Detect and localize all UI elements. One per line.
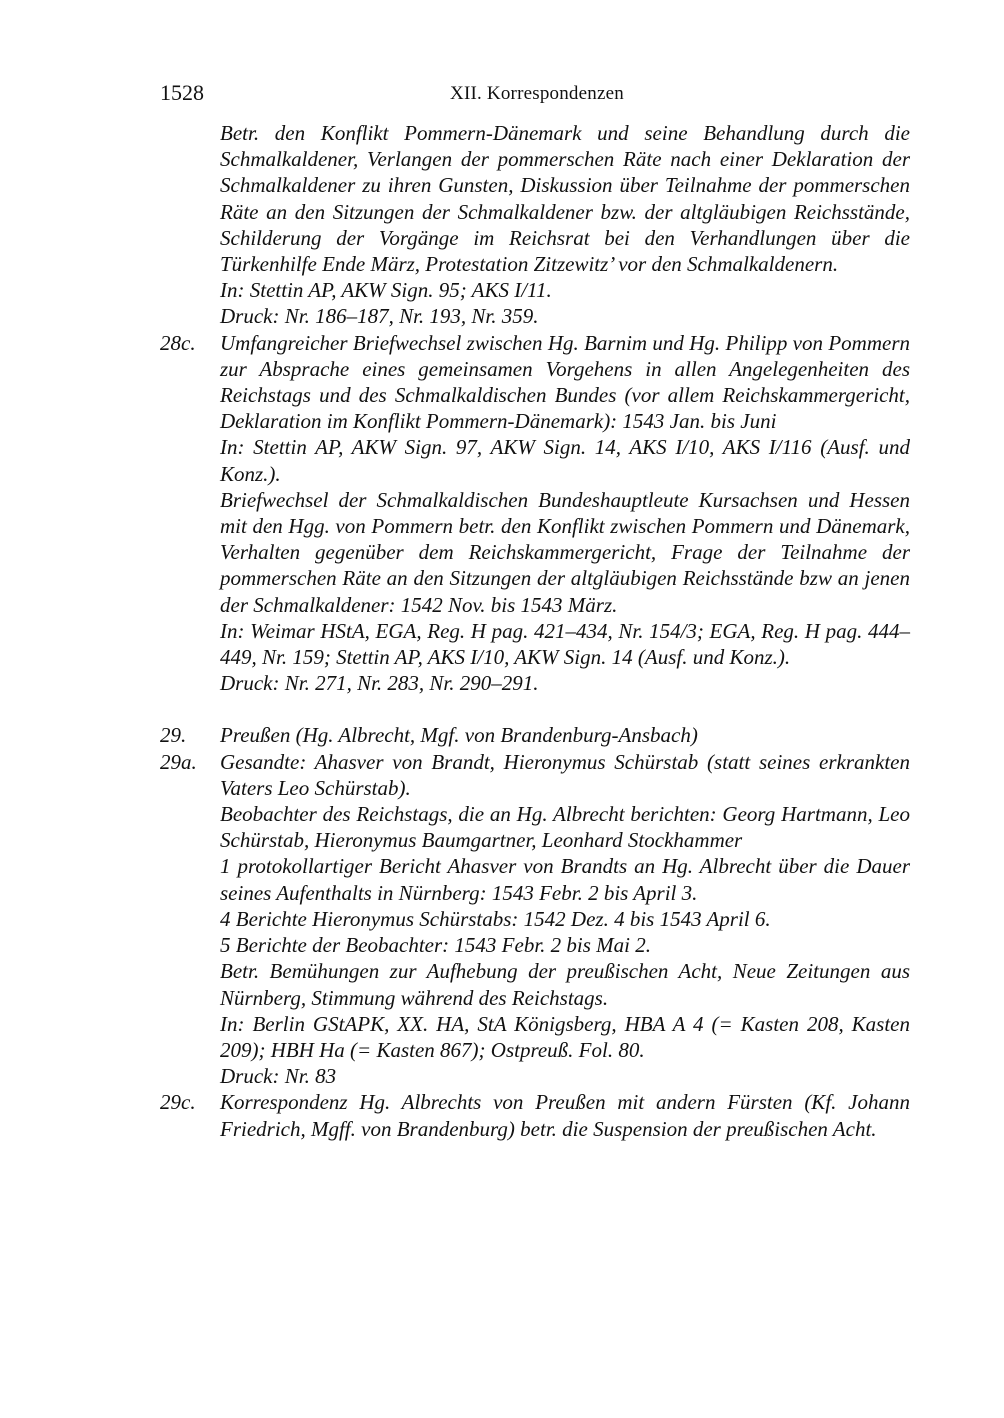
entry-paragraph: Briefwechsel der Schmalkaldischen Bundeshauptleute Kursachsen und Hessen mit den Hgg. von Pommern betr. den Konflikt zwischen Pommern und Dänemark, Verhalten gegenüber dem Reichskammergericht, Frage der Teilnahme der pommerschen Räte an den Sitzungen der altgläubigen Reichsstände bzw an jenen der Schmalkaldener: 1542 Nov. bis 1543 März. — [220, 487, 910, 617]
archive-reference: In: Stettin AP, AKW Sign. 95; AKS I/11. — [220, 278, 552, 303]
entry-body — [220, 1089, 910, 1141]
entry-paragraph: 1 protokollartiger Bericht Ahasver von Brandts an Hg. Albrecht über die Dauer seines Aufenthalts in Nürnberg: 1543 Febr. 2 bis April 3. — [220, 854, 910, 905]
entry-paragraph: 4 Berichte Hieronymus Schürstabs: 1542 Dez. 4 bis 1543 April 6. — [220, 906, 771, 931]
page-number: 1528 — [160, 80, 204, 105]
print-reference: Druck: Nr. 271, Nr. 283, Nr. 290–291. — [220, 671, 539, 696]
entry-28c — [160, 330, 910, 697]
entry-paragraph: Korrespondenz Hg. Albrechts von Preußen mit andern Fürsten (Kf. Johann Friedrich, Mgff. von Brandenburg) betr. die Suspension der preußischen Acht. — [220, 1090, 910, 1141]
entry-number: 28c. — [160, 330, 196, 355]
archive-reference: In: Weimar HStA, EGA, Reg. H pag. 421–434, Nr. 154/3; EGA, Reg. H pag. 444–449, Nr. 159; Stettin AP, AKS I/10, AKW Sign. 14 (Ausf. und Konz.). — [220, 618, 910, 670]
section-heading: Preußen (Hg. Albrecht, Mgf. von Brandenburg-Ansbach) — [220, 723, 698, 748]
entry-paragraph: Beobachter des Reichstags, die an Hg. Albrecht berichten: Georg Hartmann, Leo Schürstab, Hieronymus Baumgartner, Leonhard Stockhammer — [220, 802, 910, 853]
entry-paragraph: Gesandte: Ahasver von Brandt, Hieronymus Schürstab (statt seines erkrankten Vaters Leo Schürstab). — [220, 749, 910, 800]
document-body — [160, 120, 910, 1142]
entry-29c — [160, 1089, 910, 1141]
entry-29 — [160, 722, 910, 748]
entry-continuation — [160, 120, 910, 330]
archive-reference: In: Berlin GStAPK, XX. HA, StA Königsberg, HBA A 4 (= Kasten 208, Kasten 209); HBH Ha (= Kasten 867); Ostpreuß. Fol. 80. — [220, 1011, 910, 1062]
entry-body — [220, 749, 910, 1090]
section-gap — [160, 696, 910, 722]
print-reference: Druck: Nr. 83 — [220, 1064, 337, 1089]
entry-body — [220, 120, 910, 330]
print-reference: Druck: Nr. 186–187, Nr. 193, Nr. 359. — [220, 304, 539, 329]
running-head: XII. Korrespondenzen — [450, 83, 624, 104]
entry-body — [220, 330, 910, 697]
entry-number: 29. — [160, 723, 187, 748]
entry-body — [220, 722, 910, 748]
entry-number: 29c. — [160, 1090, 196, 1115]
entry-number: 29a. — [160, 749, 197, 774]
entry-paragraph: Betr. Bemühungen zur Aufhebung der preußischen Acht, Neue Zeitungen aus Nürnberg, Stimmung während des Reichstags. — [220, 959, 910, 1010]
entry-paragraph: Umfangreicher Briefwechsel zwischen Hg. Barnim und Hg. Philipp von Pommern zur Absprache eines gemeinsamen Vorgehens in allen Angelegenheiten des Reichstags und des Schmalkaldischen Bundes (vor allem Reichskammergericht, Deklaration im Konflikt Pommern-Dänemark): 1543 Jan. bis Juni — [220, 330, 910, 434]
entry-paragraph: 5 Berichte der Beobachter: 1543 Febr. 2 bis Mai 2. — [220, 933, 651, 958]
entry-paragraph: Betr. den Konflikt Pommern-Dänemark und seine Behandlung durch die Schmalkaldener, Verlangen der pommerschen Räte nach einer Deklaration der Schmalkaldener zu ihren Gunsten, Diskussion über Teilnahme der pommerschen Räte an den Sitzungen der Schmalkaldener bzw. der altgläubigen Reichsstände, Schilderung der Vorgänge im Reichsrat bei den Verhandlungen über die Türkenhilfe Ende März, Protestation Zitzewitz’ vor den Schmalkaldenern. — [220, 121, 910, 277]
entry-number — [160, 120, 220, 330]
entry-29a — [160, 749, 910, 1090]
archive-reference: In: Stettin AP, AKW Sign. 97, AKW Sign. 14, AKS I/10, AKS I/116 (Ausf. und Konz.). — [220, 435, 910, 486]
